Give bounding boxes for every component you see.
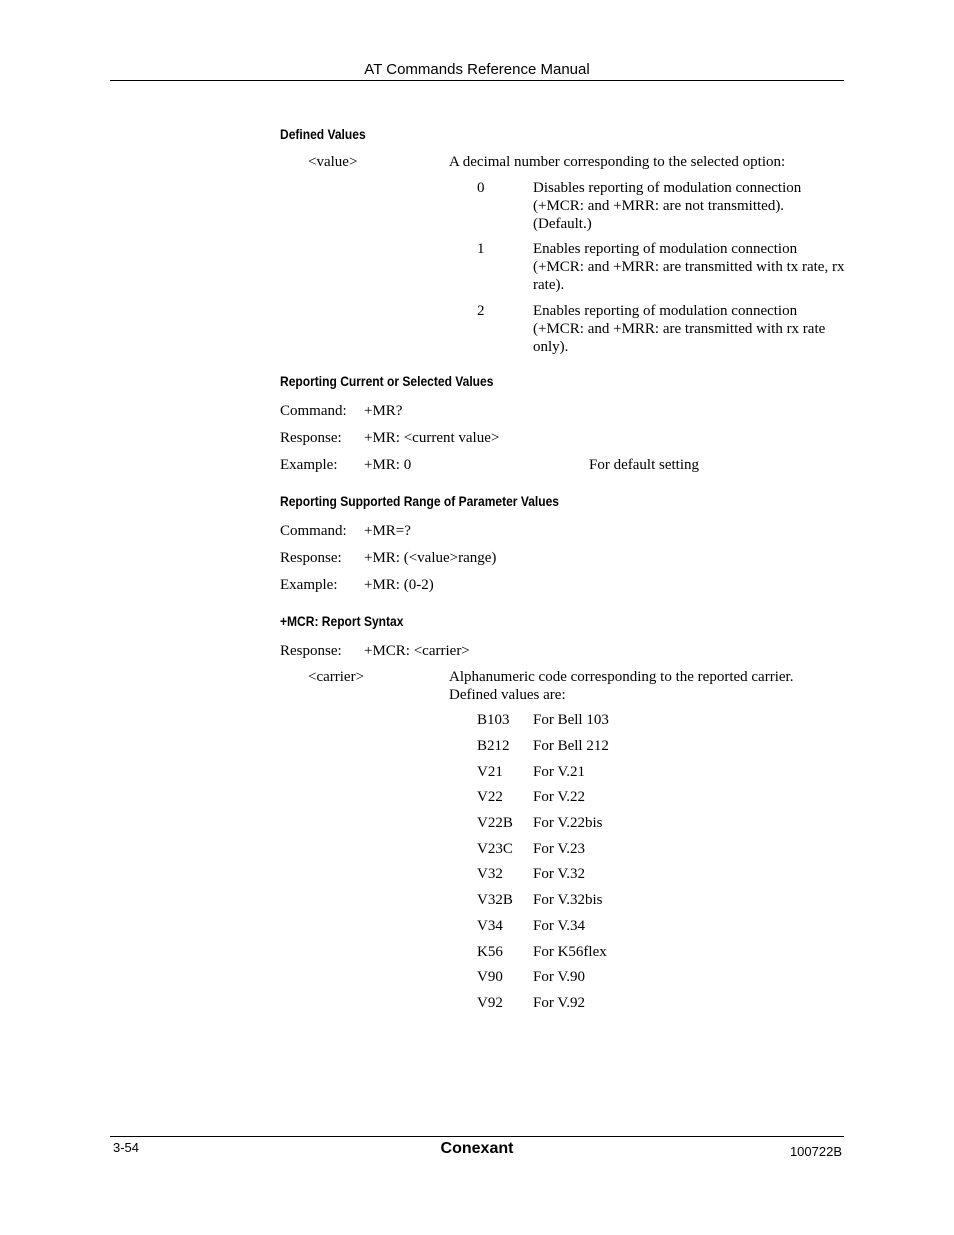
header-rule: [110, 80, 844, 81]
example-note: For default setting: [589, 457, 699, 473]
reporting-range-heading: Reporting Supported Range of Parameter Values: [280, 493, 559, 509]
option-description: Enables reporting of modulation connection (+MCR: and +MRR: are transmitted with tx rate, rx rate).: [533, 241, 845, 293]
example-value: +MR: (0-2): [364, 577, 434, 593]
carrier-code: B212: [477, 738, 510, 754]
option-code: 2: [477, 303, 485, 319]
command-label: Command:: [280, 403, 347, 419]
carrier-code: V22: [477, 789, 503, 805]
value-param-description: A decimal number corresponding to the selected option:: [449, 154, 786, 170]
carrier-description: For V.90: [533, 969, 585, 985]
carrier-description: For V.22bis: [533, 815, 603, 831]
carrier-code: V92: [477, 995, 503, 1011]
footer-rule: [110, 1136, 844, 1137]
carrier-code: V90: [477, 969, 503, 985]
carrier-code: V32B: [477, 892, 513, 908]
response-label: Response:: [280, 643, 342, 659]
option-code: 1: [477, 241, 485, 257]
carrier-param-description: Alphanumeric code corresponding to the reported carrier. Defined values are:: [449, 669, 794, 703]
carrier-code: K56: [477, 944, 503, 960]
carrier-code: V34: [477, 918, 503, 934]
response-label: Response:: [280, 430, 342, 446]
response-value: +MR: (<value>range): [364, 550, 497, 566]
reporting-current-heading: Reporting Current or Selected Values: [280, 373, 494, 389]
carrier-description: For K56flex: [533, 944, 607, 960]
carrier-code: V21: [477, 764, 503, 780]
running-header-title: AT Commands Reference Manual: [364, 61, 590, 78]
example-label: Example:: [280, 577, 338, 593]
document-number: 100722B: [789, 1144, 842, 1159]
defined-values-heading: Defined Values: [280, 126, 366, 142]
command-value: +MR=?: [364, 523, 411, 539]
carrier-description: For Bell 212: [533, 738, 609, 754]
carrier-description: For V.23: [533, 841, 585, 857]
command-label: Command:: [280, 523, 347, 539]
example-value: +MR: 0: [364, 457, 412, 473]
carrier-code: V32: [477, 866, 503, 882]
carrier-code: B103: [477, 712, 510, 728]
carrier-description: For V.32bis: [533, 892, 603, 908]
carrier-description: For V.32: [533, 866, 585, 882]
carrier-description: For V.22: [533, 789, 585, 805]
page-number: 3-54: [113, 1140, 140, 1155]
carrier-description: For Bell 103: [533, 712, 609, 728]
carrier-code: V23C: [477, 841, 513, 857]
mcr-report-heading: +MCR: Report Syntax: [280, 613, 404, 629]
option-description: Disables reporting of modulation connection (+MCR: and +MRR: are not transmitted). (Default.): [533, 180, 802, 232]
response-value: +MR: <current value>: [364, 430, 500, 446]
carrier-description: For V.34: [533, 918, 585, 934]
option-description: Enables reporting of modulation connection (+MCR: and +MRR: are transmitted with rx rate only).: [533, 303, 826, 355]
company-name: Conexant: [440, 1140, 514, 1157]
command-value: +MR?: [364, 403, 403, 419]
response-label: Response:: [280, 550, 342, 566]
option-code: 0: [477, 180, 485, 196]
carrier-description: For V.21: [533, 764, 585, 780]
example-label: Example:: [280, 457, 338, 473]
response-value: +MCR: <carrier>: [364, 643, 470, 659]
carrier-code: V22B: [477, 815, 513, 831]
carrier-description: For V.92: [533, 995, 585, 1011]
carrier-param-name: <carrier>: [308, 669, 365, 685]
value-param-name: <value>: [308, 154, 358, 170]
